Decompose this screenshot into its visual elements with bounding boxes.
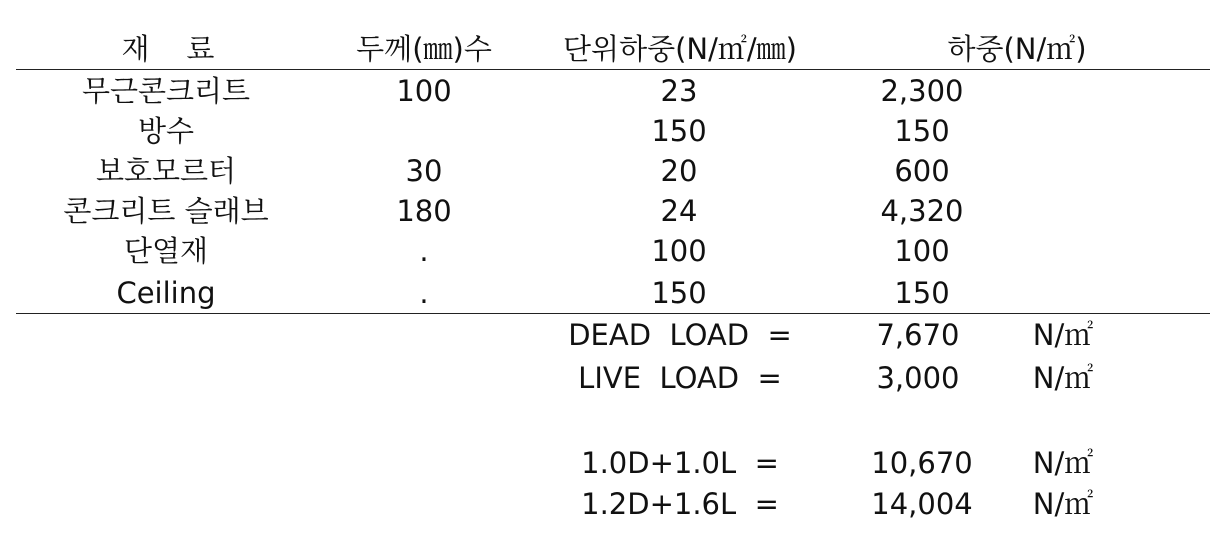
summary-unit: N/㎡ [1032, 318, 1094, 352]
row-load: 100 [894, 234, 950, 268]
header-unit-load: 단위하중(N/㎡/㎜) [563, 32, 797, 66]
row-material: 무근콘크리트 [81, 74, 251, 108]
row-load: 2,300 [880, 74, 964, 108]
row-load: 4,320 [880, 194, 964, 228]
row-thickness: 180 [396, 194, 452, 228]
row-material: 보호모르터 [95, 154, 237, 188]
summary-unit: N/㎡ [1032, 446, 1094, 480]
summary-label: 1.2D+1.6L = [581, 487, 779, 521]
summary-value: 7,670 [876, 318, 960, 352]
row-unit-load: 24 [660, 194, 698, 228]
summary-label: DEAD LOAD = [568, 318, 792, 352]
row-thickness: 100 [396, 74, 452, 108]
header-thickness: 두께(㎜)수 [356, 32, 492, 66]
header-material: 재 료 [121, 32, 215, 66]
summary-label: LIVE LOAD = [578, 361, 782, 395]
row-thickness: . [419, 234, 429, 268]
row-material: 방수 [137, 114, 195, 148]
body-divider [16, 313, 1210, 314]
summary-label: 1.0D+1.0L = [581, 446, 779, 480]
row-load: 150 [894, 276, 950, 310]
row-thickness: 30 [405, 154, 443, 188]
summary-unit: N/㎡ [1032, 487, 1094, 521]
row-material: Ceiling [116, 276, 216, 310]
row-unit-load: 150 [651, 276, 707, 310]
row-load: 600 [894, 154, 950, 188]
row-material: 단열재 [123, 234, 209, 268]
row-unit-load: 100 [651, 234, 707, 268]
summary-value: 10,670 [871, 446, 973, 480]
row-unit-load: 20 [660, 154, 698, 188]
header-load: 하중(N/㎡) [947, 32, 1087, 66]
row-unit-load: 23 [660, 74, 698, 108]
header-divider [16, 69, 1210, 70]
row-unit-load: 150 [651, 114, 707, 148]
row-thickness: . [419, 276, 429, 310]
summary-unit: N/㎡ [1032, 361, 1094, 395]
row-material: 콘크리트 슬래브 [63, 194, 269, 228]
summary-value: 14,004 [871, 487, 973, 521]
row-load: 150 [894, 114, 950, 148]
summary-value: 3,000 [876, 361, 960, 395]
